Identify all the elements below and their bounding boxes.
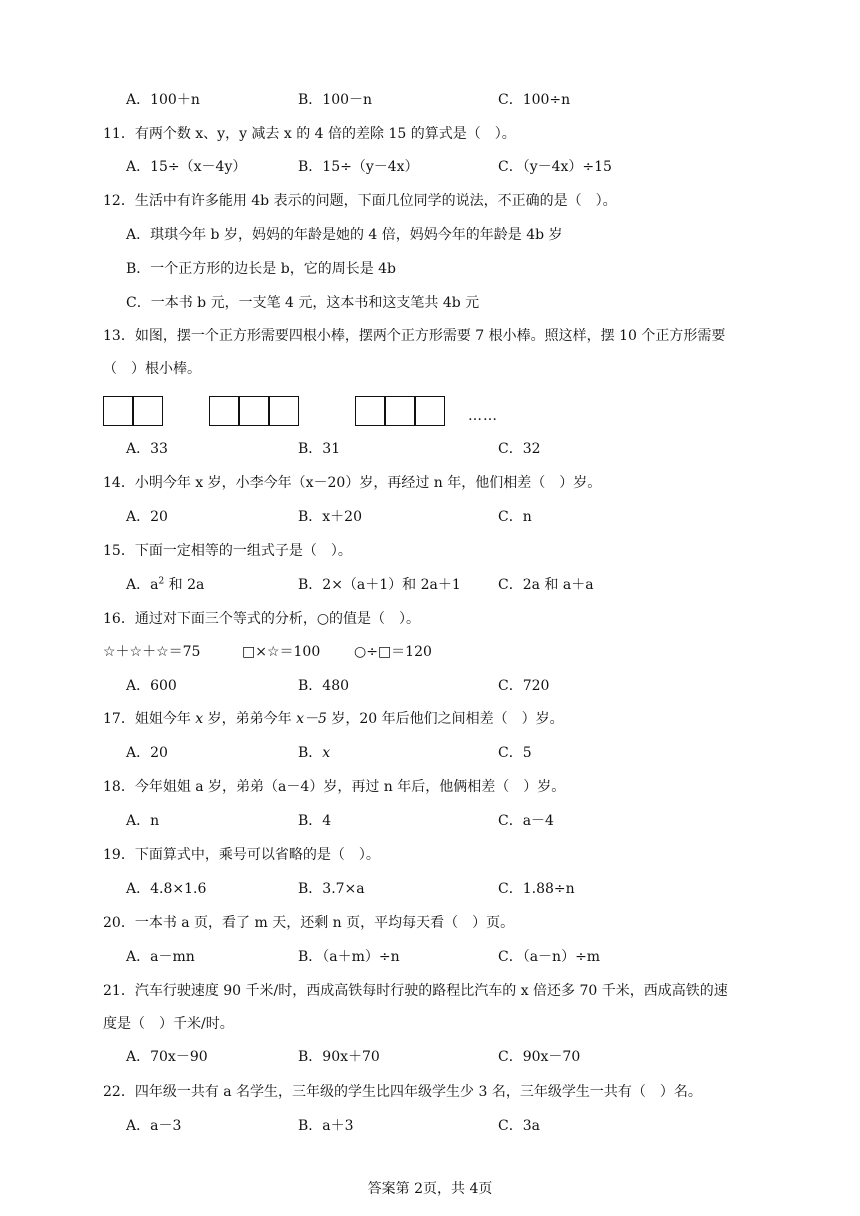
square xyxy=(103,396,133,426)
q18-option-b: B．4 xyxy=(298,813,332,829)
option-c: C．100÷n xyxy=(498,92,571,108)
q21-option-b: B．90x＋70 xyxy=(298,1049,380,1065)
q20-option-b: B．（a＋m）÷n xyxy=(298,949,400,965)
question-18: 18．今年姐姐 a 岁，弟弟（a－4）岁，再过 n 年后，他俩相差（ ）岁。 xyxy=(103,779,566,795)
question-22: 22．四年级一共有 a 名学生，三年级的学生比四年级学生少 3 名，三年级学生一共有（ ）名。 xyxy=(103,1084,702,1100)
q22-option-c: C．3a xyxy=(498,1118,540,1134)
q13-option-b: B．31 xyxy=(298,441,341,457)
q19-option-b: B．3.7×a xyxy=(298,881,365,897)
q15-option-c: C．2a 和 a＋a xyxy=(498,577,594,593)
question-11: 11．有两个数 x、y，y 减去 x 的 4 倍的差除 15 的算式是（ ）。 xyxy=(103,126,516,142)
question-14: 14．小明今年 x 岁，小李今年（x－20）岁，再经过 n 年，他们相差（ ）岁。 xyxy=(103,475,602,491)
q16-equation-1: ☆＋☆＋☆＝75 xyxy=(103,644,201,660)
question-20: 20．一本书 a 页，看了 m 天，还剩 n 页，平均每天看（ ）页。 xyxy=(103,915,515,931)
square xyxy=(239,396,269,426)
q16-option-a: A．600 xyxy=(126,678,177,694)
question-13-line2: （ ）根小棒。 xyxy=(103,361,201,377)
q18-option-c: C．a－4 xyxy=(498,813,554,829)
q16-option-b: B．480 xyxy=(298,678,350,694)
question-16: 16．通过对下面三个等式的分析，○的值是（ ）。 xyxy=(103,611,421,627)
q16-option-c: C．720 xyxy=(498,678,550,694)
question-21-line2: 度是（ ）千米/时。 xyxy=(103,1016,234,1032)
question-19: 19．下面算式中，乘号可以省略的是（ ）。 xyxy=(103,847,380,863)
question-12: 12．生活中有许多能用 4b 表示的问题，下面几位同学的说法，不正确的是（ ）。 xyxy=(103,193,617,209)
square xyxy=(385,396,415,426)
q12-option-a: A．琪琪今年 b 岁，妈妈的年龄是她的 4 倍，妈妈今年的年龄是 4b 岁 xyxy=(126,227,563,243)
option-a: A．100＋n xyxy=(126,92,200,108)
q14-option-c: C．n xyxy=(498,509,532,525)
q11-option-c: C．（y－4x）÷15 xyxy=(498,159,612,175)
q11-option-a: A．15÷（x－4y） xyxy=(126,159,247,175)
q16-equation-2: □×☆＝100 xyxy=(242,644,321,660)
q14-option-a: A．20 xyxy=(126,509,168,525)
q12-option-c: C．一本书 b 元，一支笔 4 元，这本书和这支笔共 4b 元 xyxy=(126,295,480,311)
q20-option-c: C．（a－n）÷m xyxy=(498,949,601,965)
square xyxy=(415,396,445,426)
q16-equation-3: ○÷□＝120 xyxy=(354,644,432,660)
question-13-line1: 13．如图，摆一个正方形需要四根小棒，摆两个正方形需要 7 根小棒。照这样，摆 10 个正方形需要 xyxy=(103,328,726,344)
q17-option-a: A．20 xyxy=(126,745,168,761)
square xyxy=(133,396,163,426)
q17-option-b: B．x xyxy=(298,745,331,761)
ellipsis: …… xyxy=(468,408,498,424)
q22-option-a: A．a－3 xyxy=(126,1118,182,1134)
question-17: 17．姐姐今年 x 岁，弟弟今年 x－5 岁，20 年后他们之间相差（ ）岁。 xyxy=(103,711,564,727)
question-15: 15．下面一定相等的一组式子是（ ）。 xyxy=(103,543,352,559)
q19-option-c: C．1.88÷n xyxy=(498,881,575,897)
q13-option-a: A．33 xyxy=(126,441,168,457)
q20-option-a: A．a－mn xyxy=(126,949,195,965)
square xyxy=(355,396,385,426)
q12-option-b: B．一个正方形的边长是 b，它的周长是 4b xyxy=(126,261,397,277)
q17-option-c: C．5 xyxy=(498,745,532,761)
q21-option-a: A．70x－90 xyxy=(126,1049,208,1065)
q19-option-a: A．4.8×1.6 xyxy=(126,881,207,897)
q11-option-b: B．15÷（y－4x） xyxy=(298,159,419,175)
q13-option-c: C．32 xyxy=(498,441,541,457)
option-b: B．100－n xyxy=(298,92,373,108)
square xyxy=(269,396,299,426)
q22-option-b: B．a＋3 xyxy=(298,1118,354,1134)
question-21-line1: 21．汽车行驶速度 90 千米/时，西成高铁每时行驶的路程比汽车的 x 倍还多 70 千米，西成高铁的速 xyxy=(103,983,728,999)
q18-option-a: A．n xyxy=(126,813,160,829)
q15-option-a: A．$a^2$ 和 2a xyxy=(126,576,205,593)
q15-option-b: B．2×（a＋1）和 2a＋1 xyxy=(298,577,461,593)
page-footer: 答案第 2页，共 4页 xyxy=(367,1181,493,1197)
q14-option-b: B．x＋20 xyxy=(298,509,362,525)
q21-option-c: C．90x－70 xyxy=(498,1049,581,1065)
matchstick-squares-figure xyxy=(103,396,523,428)
square xyxy=(209,396,239,426)
